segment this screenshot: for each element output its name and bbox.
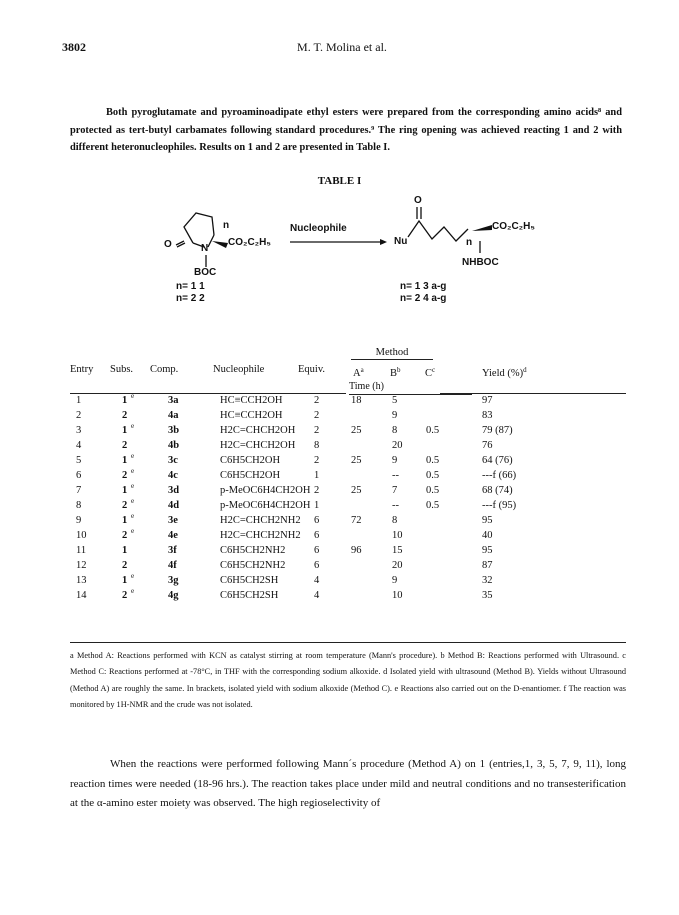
cell-yield: 35: [482, 590, 493, 601]
cell-comp: 4b: [168, 440, 180, 451]
cell-entry: 14: [76, 590, 87, 601]
cell-b: --: [392, 470, 399, 481]
sm-nitrogen: N: [201, 243, 209, 254]
cell-entry: 6: [76, 470, 82, 481]
col-nucleophile: Nucleophile: [213, 364, 265, 375]
col-method-b: $B^b$: [390, 366, 401, 379]
sm-boc: BOC: [194, 267, 217, 278]
cell-yield: 76: [482, 440, 493, 451]
body-text: When the reactions were performed following Mann´s procedure (Method A) on 1 (entries,1, 3, 5, 7, 9, 11), long reaction times were needed (18-96 hrs.). The reaction takes place under mild and neutral conditions and no transesterification at the α-amino ester moiety was observed. The high regioselectivity of: [70, 758, 626, 809]
cell-subs: 1: [122, 515, 128, 526]
time-header: Time (h): [349, 379, 472, 395]
cell-entry: 12: [76, 560, 87, 571]
cell-yield: 64 (76): [482, 455, 513, 466]
cell-entry: 11: [76, 545, 87, 556]
cell-equiv: 2: [314, 425, 320, 436]
col-method-c: $C^c$: [425, 366, 436, 379]
method-header: Method: [351, 347, 433, 360]
cell-comp: 4a: [168, 410, 179, 421]
page-header: [62, 40, 622, 60]
cell-a: 96: [351, 545, 362, 556]
col-comp: Comp.: [150, 364, 179, 375]
cell-c: 0.5: [426, 455, 440, 466]
table-row: [70, 393, 626, 408]
prod-n-label: n: [466, 237, 473, 248]
cell-b: 8: [392, 425, 398, 436]
cell-equiv: 4: [314, 590, 320, 601]
cell-subs-footnote: e: [131, 497, 135, 505]
cell-yield: 95: [482, 515, 493, 526]
cell-comp: 3b: [168, 425, 180, 436]
prod-label-n1: n= 1 3 a-g: [400, 281, 447, 292]
table-row: [70, 558, 626, 573]
cell-comp: 3g: [168, 575, 179, 586]
cell-nuc: p-MeOC6H4CH2OH: [220, 500, 311, 511]
cell-comp: 4c: [168, 470, 178, 481]
intro-text: Both pyroglutamate and pyroaminoadipate ethyl esters were prepared from the corresponding amino acids⁸ and protected as tert-butyl carbamates following standard procedures.⁹ The ring opening was achieved reacting 1 and 2 with different heteronucleophiles. Results on 1 and 2 are presented in Table I.: [70, 107, 622, 153]
results-table: [70, 361, 626, 603]
cell-entry: 2: [76, 410, 82, 421]
table-body: [70, 393, 626, 603]
cell-entry: 10: [76, 530, 87, 541]
cell-subs: 2: [122, 590, 128, 601]
cell-equiv: 1: [314, 470, 320, 481]
col-equiv: Equiv.: [298, 364, 326, 375]
cell-b: 9: [392, 455, 398, 466]
table-row: [70, 513, 626, 528]
cell-equiv: 4: [314, 575, 320, 586]
sm-label-n2: n= 2 2: [176, 293, 205, 304]
cell-b: 20: [392, 440, 403, 451]
cell-b: 5: [392, 395, 398, 406]
cell-comp: 4g: [168, 590, 179, 601]
cell-comp: 3a: [168, 395, 179, 406]
cell-b: 9: [392, 575, 398, 586]
cell-b: 15: [392, 545, 403, 556]
cell-entry: 8: [76, 500, 82, 511]
cell-nuc: HC≡CCH2OH: [220, 410, 283, 421]
cell-equiv: 6: [314, 545, 320, 556]
cell-a: 72: [351, 515, 362, 526]
table-row: [70, 543, 626, 558]
cell-subs-footnote: e: [131, 512, 135, 520]
cell-entry: 1: [76, 395, 82, 406]
cell-yield: ---f (66): [482, 470, 517, 481]
cell-equiv: 1: [314, 500, 320, 511]
cell-nuc: C6H5CH2SH: [220, 575, 279, 586]
cell-a: 25: [351, 425, 362, 436]
cell-subs: 2: [122, 500, 128, 511]
cell-comp: 3e: [168, 515, 178, 526]
cell-nuc: H2C=CHCH2NH2: [220, 530, 301, 541]
prod-ester-group: CO₂C₂H₅: [492, 221, 535, 232]
cell-subs: 2: [122, 560, 128, 571]
reaction-scheme: [140, 195, 560, 310]
time-header-row: [70, 379, 626, 393]
header-rule-left: [70, 393, 346, 394]
cell-b: 8: [392, 515, 398, 526]
prod-nu: Nu: [394, 236, 408, 247]
cell-subs: 2: [122, 440, 128, 451]
table-row: [70, 468, 626, 483]
cell-equiv: 2: [314, 455, 320, 466]
cell-nuc: H2C=CHCH2OH: [220, 440, 296, 451]
prod-nhboc: NHBOC: [462, 257, 499, 268]
cell-subs: 1: [122, 575, 128, 586]
cell-entry: 7: [76, 485, 82, 496]
col-yield: Yield (%)$^d$: [482, 366, 527, 379]
col-method-a: $A^a$: [353, 366, 364, 379]
cell-a: 25: [351, 485, 362, 496]
cell-nuc: C6H5CH2OH: [220, 470, 281, 481]
cell-subs: 1: [122, 455, 128, 466]
cell-comp: 3d: [168, 485, 180, 496]
header-rule-right: [440, 393, 626, 394]
cell-entry: 3: [76, 425, 82, 436]
running-authors: M. T. Molina et al.: [297, 40, 387, 54]
prod-label-n2: n= 2 4 a-g: [400, 293, 447, 304]
table-row: [70, 453, 626, 468]
cell-subs: 1: [122, 545, 128, 556]
cell-comp: 4f: [168, 560, 177, 571]
cell-nuc: H2C=CHCH2NH2: [220, 515, 301, 526]
cell-b: 20: [392, 560, 403, 571]
cell-subs: 2: [122, 410, 128, 421]
cell-a: 25: [351, 455, 362, 466]
cell-b: --: [392, 500, 399, 511]
cell-nuc: HC≡CCH2OH: [220, 395, 283, 406]
cell-entry: 5: [76, 455, 82, 466]
table-title: TABLE I: [317, 175, 362, 187]
table-row: [70, 408, 626, 423]
cell-yield: 32: [482, 575, 493, 586]
table-header-row: [70, 361, 626, 379]
cell-subs: 2: [122, 530, 128, 541]
cell-b: 10: [392, 530, 403, 541]
body-paragraph: [70, 755, 626, 814]
cell-equiv: 6: [314, 530, 320, 541]
cell-entry: 13: [76, 575, 87, 586]
cell-nuc: p-MeOC6H4CH2OH: [220, 485, 311, 496]
cell-yield: 83: [482, 410, 493, 421]
table-row: [70, 573, 626, 588]
table-row: [70, 483, 626, 498]
cell-subs-footnote: e: [131, 527, 135, 535]
cell-comp: 3c: [168, 455, 178, 466]
cell-c: 0.5: [426, 470, 440, 481]
cell-equiv: 6: [314, 515, 320, 526]
cell-subs-footnote: e: [131, 482, 135, 490]
cell-nuc: C6H5CH2OH: [220, 455, 281, 466]
cell-b: 10: [392, 590, 403, 601]
table-footnotes: a Method A: Reactions performed with KCN as catalyst stirring at room temperature (Mann's procedure). b Method B: Reactions performed with Ultrasound. c Method C: Reactions performed at -78°C, in THF with the corresponding sodium alkoxide. d Isolated yield with ultrasound (Method B). Yields without Ultrasound (Method A) are roughly the same. In brackets, isolated yield with sodium alkoxide (Method C). e Reactions also carried out on the D-enantiomer. f The reaction was monitored by 1H-NMR and the crude was not isolated.: [70, 651, 626, 709]
cell-yield: 87: [482, 560, 493, 571]
cell-equiv: 2: [314, 395, 320, 406]
cell-a: 18: [351, 395, 362, 406]
table-row: [70, 498, 626, 513]
cell-equiv: 6: [314, 560, 320, 571]
reagent-label: Nucleophile: [290, 223, 347, 234]
cell-nuc: H2C=CHCH2OH: [220, 425, 296, 436]
cell-entry: 4: [76, 440, 82, 451]
cell-equiv: 8: [314, 440, 320, 451]
cell-entry: 9: [76, 515, 82, 526]
cell-comp: 3f: [168, 545, 177, 556]
prod-carbonyl-o: O: [414, 195, 422, 206]
cell-subs: 1: [122, 425, 128, 436]
sm-ester-group: CO₂C₂H₅: [228, 237, 271, 248]
cell-yield: ---f (95): [482, 500, 517, 511]
cell-subs-footnote: e: [131, 467, 135, 475]
cell-yield: 68 (74): [482, 485, 513, 496]
table-row: [70, 438, 626, 453]
cell-nuc: C6H5CH2SH: [220, 590, 279, 601]
cell-yield: 79 (87): [482, 425, 513, 436]
cell-subs-footnote: e: [131, 587, 135, 595]
cell-yield: 40: [482, 530, 493, 541]
cell-subs: 1: [122, 485, 128, 496]
table-bottom-rule: [70, 642, 626, 643]
cell-comp: 4e: [168, 530, 178, 541]
cell-yield: 97: [482, 395, 493, 406]
cell-subs-footnote: e: [131, 422, 135, 430]
sm-label-n1: n= 1 1: [176, 281, 205, 292]
cell-subs-footnote: e: [131, 572, 135, 580]
cell-nuc: C6H5CH2NH2: [220, 545, 286, 556]
table-row: [70, 588, 626, 603]
cell-b: 7: [392, 485, 398, 496]
table-row: [70, 423, 626, 438]
cell-equiv: 2: [314, 485, 320, 496]
cell-c: 0.5: [426, 485, 440, 496]
col-entry: Entry: [70, 364, 94, 375]
table-row: [70, 528, 626, 543]
cell-c: 0.5: [426, 500, 440, 511]
cell-c: 0.5: [426, 425, 440, 436]
cell-subs: 2: [122, 470, 128, 481]
cell-b: 9: [392, 410, 398, 421]
cell-nuc: C6H5CH2NH2: [220, 560, 286, 571]
cell-subs-footnote: e: [131, 392, 135, 400]
cell-yield: 95: [482, 545, 493, 556]
cell-comp: 4d: [168, 500, 180, 511]
sm-carbonyl-o: O: [164, 239, 172, 250]
intro-paragraph: [70, 104, 622, 157]
cell-equiv: 2: [314, 410, 320, 421]
sm-ring-n-label: n: [223, 220, 230, 231]
cell-subs: 1: [122, 395, 128, 406]
cell-subs-footnote: e: [131, 452, 135, 460]
page-number: 3802: [62, 40, 86, 54]
col-subs: Subs.: [110, 364, 134, 375]
